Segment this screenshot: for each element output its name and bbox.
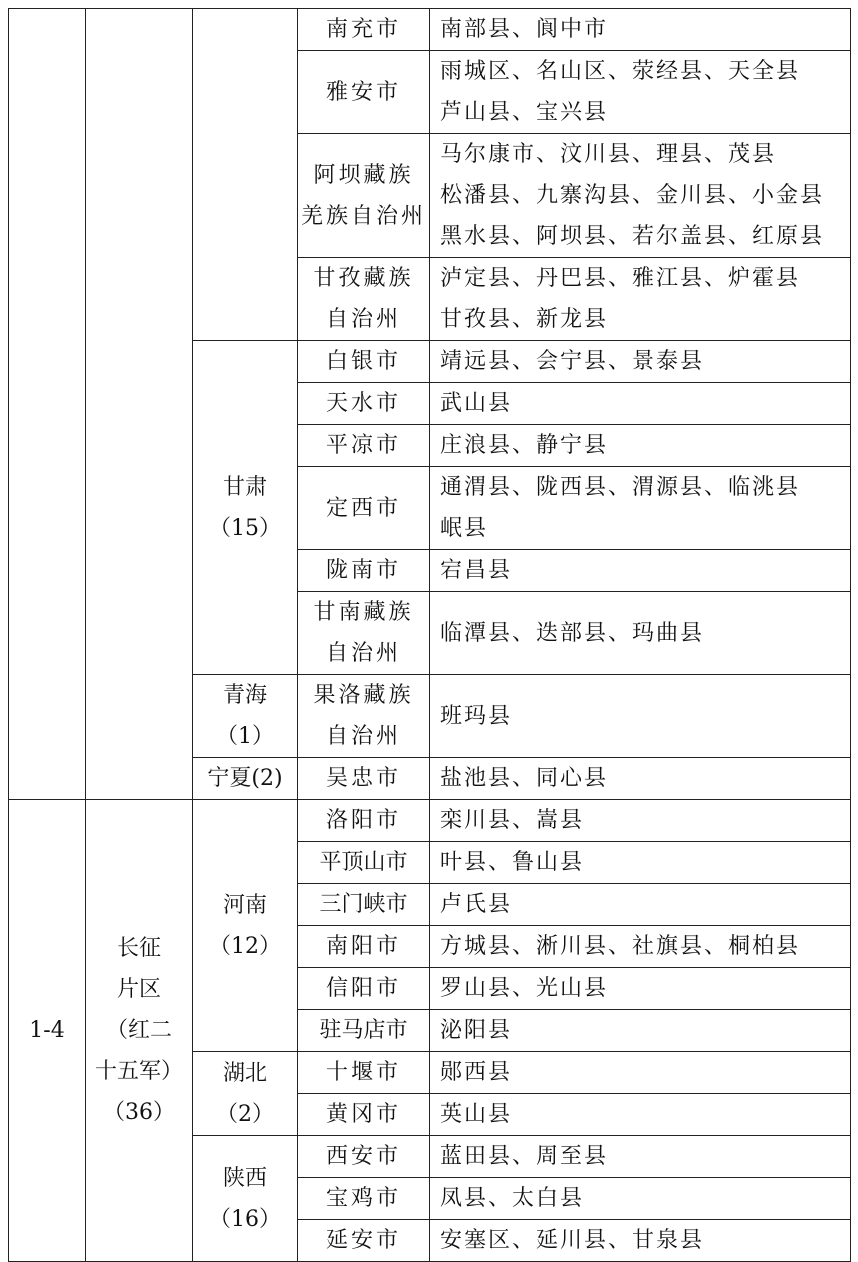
city-cell: 阿坝藏族 羌族自治州 — [298, 134, 430, 258]
county-cell: 临潭县、迭部县、玛曲县 — [430, 592, 851, 675]
county-cell: 泸定县、丹巴县、雅江县、炉霍县 甘孜县、新龙县 — [430, 258, 851, 341]
table-row — [9, 800, 851, 842]
province-cell-sichuan — [193, 9, 298, 341]
section-number: 1-4 — [9, 800, 86, 1262]
city-cell: 白银市 — [298, 341, 430, 383]
city-cell: 吴忠市 — [298, 758, 430, 800]
city-cell: 平凉市 — [298, 425, 430, 467]
county-cell: 班玛县 — [430, 675, 851, 758]
city-cell: 定西市 — [298, 467, 430, 550]
county-cell: 靖远县、会宁县、景泰县 — [430, 341, 851, 383]
city-cell: 天水市 — [298, 383, 430, 425]
county-cell: 叶县、鲁山县 — [430, 842, 851, 884]
city-cell: 雅安市 — [298, 51, 430, 134]
province-cell-gansu: 甘肃 （15） — [193, 341, 298, 675]
province-cell-qinghai: 青海 （1） — [193, 675, 298, 758]
county-cell: 南部县、阆中市 — [430, 9, 851, 51]
city-cell: 延安市 — [298, 1220, 430, 1262]
city-cell: 洛阳市 — [298, 800, 430, 842]
city-cell: 十堰市 — [298, 1052, 430, 1094]
city-cell: 信阳市 — [298, 968, 430, 1010]
city-cell: 南充市 — [298, 9, 430, 51]
province-cell-shaanxi: 陕西 （16） — [193, 1136, 298, 1262]
city-cell: 陇南市 — [298, 550, 430, 592]
county-cell: 雨城区、名山区、荥经县、天全县 芦山县、宝兴县 — [430, 51, 851, 134]
county-cell: 庄浪县、静宁县 — [430, 425, 851, 467]
county-cell: 英山县 — [430, 1094, 851, 1136]
county-cell: 马尔康市、汶川县、理县、茂县 松潘县、九寨沟县、金川县、小金县 黑水县、阿坝县、若尔盖县、红原县 — [430, 134, 851, 258]
county-cell: 卢氏县 — [430, 884, 851, 926]
county-cell: 通渭县、陇西县、渭源县、临洮县 岷县 — [430, 467, 851, 550]
county-cell: 栾川县、嵩县 — [430, 800, 851, 842]
city-cell: 三门峡市 — [298, 884, 430, 926]
area-name-cell: 长征 片区 （红二 十五军） （36） — [86, 800, 193, 1262]
city-cell: 驻马店市 — [298, 1010, 430, 1052]
city-cell: 平顶山市 — [298, 842, 430, 884]
county-cell: 罗山县、光山县 — [430, 968, 851, 1010]
county-cell: 武山县 — [430, 383, 851, 425]
county-cell: 盐池县、同心县 — [430, 758, 851, 800]
county-cell: 安塞区、延川县、甘泉县 — [430, 1220, 851, 1262]
city-cell: 甘南藏族 自治州 — [298, 592, 430, 675]
number-cell — [9, 9, 86, 800]
area-cell — [86, 9, 193, 800]
county-cell: 方城县、淅川县、社旗县、桐柏县 — [430, 926, 851, 968]
city-cell: 西安市 — [298, 1136, 430, 1178]
city-cell: 甘孜藏族 自治州 — [298, 258, 430, 341]
county-cell: 凤县、太白县 — [430, 1178, 851, 1220]
table-row — [9, 9, 851, 51]
province-cell-hubei: 湖北 （2） — [193, 1052, 298, 1136]
city-cell: 南阳市 — [298, 926, 430, 968]
province-cell-ningxia: 宁夏(2) — [193, 758, 298, 800]
county-cell: 郧西县 — [430, 1052, 851, 1094]
city-cell: 黄冈市 — [298, 1094, 430, 1136]
province-cell-henan: 河南 （12） — [193, 800, 298, 1052]
county-list-table — [8, 8, 851, 1262]
city-cell: 果洛藏族 自治州 — [298, 675, 430, 758]
county-cell: 宕昌县 — [430, 550, 851, 592]
county-cell: 泌阳县 — [430, 1010, 851, 1052]
city-cell: 宝鸡市 — [298, 1178, 430, 1220]
county-cell: 蓝田县、周至县 — [430, 1136, 851, 1178]
